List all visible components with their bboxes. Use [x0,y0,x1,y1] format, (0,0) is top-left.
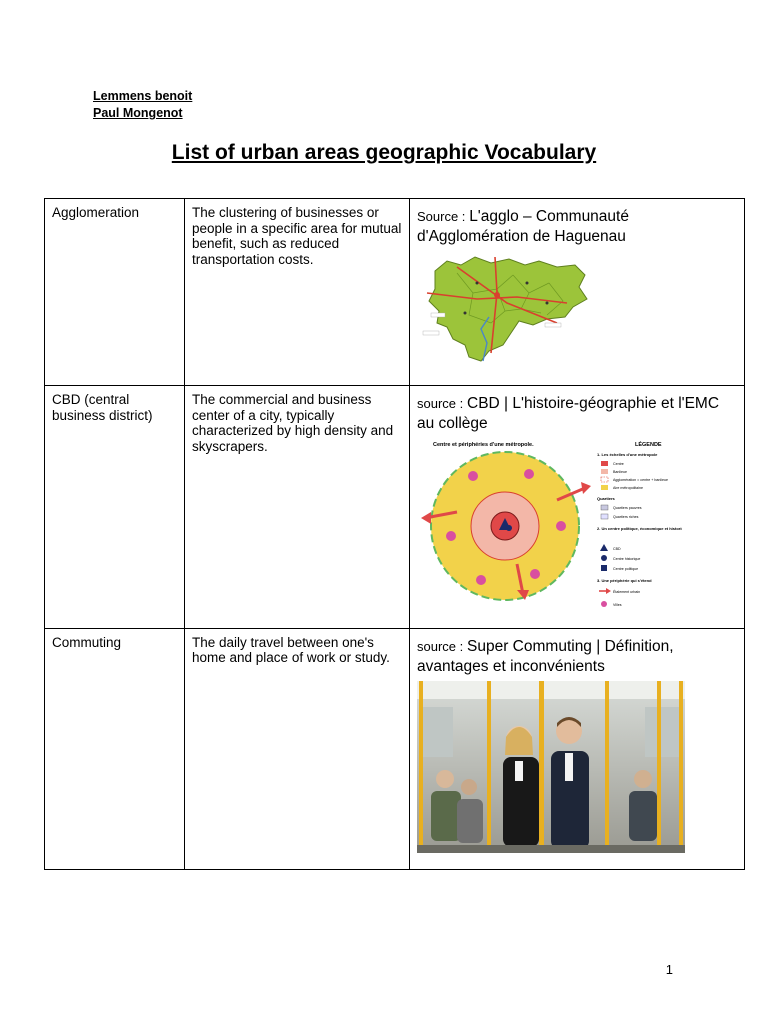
source-cell [410,199,745,386]
definition-cell: The clustering of businesses or people in a specific area for mutual benefit, such as reduced transportation costs. [185,199,410,386]
haguenau-map-image [417,253,737,372]
source-label: source : [417,638,464,654]
source-cell [410,628,745,869]
legend-heading: 2. Un centre politique, économique et historique [597,526,682,531]
author-1: Lemmens benoit [93,89,193,103]
table-row [45,386,745,629]
legend-item: Quartiers riches [613,515,639,519]
legend-item: Agglomération = centre + banlieue [613,478,668,482]
source-link[interactable]: L'agglo – Communauté d'Agglomération de Haguenau [417,208,629,245]
source-text [417,637,737,677]
source-cell [410,386,745,629]
definition-cell: The commercial and business center of a city, typically characterized by high density and skyscrapers. [185,386,410,629]
vocabulary-table [44,198,745,870]
source-label: Source : [417,209,466,224]
table-row [45,628,745,869]
term-cell: Agglomeration [45,199,185,386]
subway-commuters-photo [417,681,737,857]
legend-item: Villes [613,603,622,607]
source-link[interactable]: CBD | L'histoire-géographie et l'EMC au collège [417,395,720,432]
legend-item: Centre historique [613,557,641,561]
cbd-legend-title: LÉGENDE [635,442,662,448]
author-2: Paul Mongenot [93,106,183,120]
term-cell: CBD (central business district) [45,386,185,629]
source-label: source : [417,396,464,411]
legend-item: Aire métropolitaine [613,486,643,490]
table-row [45,199,745,386]
source-text [417,394,737,434]
term-cell: Commuting [45,628,185,869]
definition-cell: The daily travel between one's home and place of work or study. [185,628,410,869]
legend-item: Banlieue [613,470,627,474]
legend-item: Étalement urbain [613,590,641,594]
cbd-figure-title: Centre et périphéries d'une métropole. [433,442,534,448]
document-title: List of urban areas geographic Vocabulary [171,141,597,164]
legend-item: Centre [613,462,624,466]
cbd-diagram-image [417,440,737,622]
legend-item: Centre politique [613,567,639,571]
page-number: 1 [665,962,673,977]
source-text [417,207,737,247]
legend-heading: 1. Les échelles d'une métropole [597,452,658,457]
legend-item: CBD [613,547,621,551]
legend-heading: 3. Une périphérie qui s'étend [597,578,652,583]
legend-item: Quartiers pauvres [613,506,642,510]
authors [93,88,192,122]
source-link[interactable]: Super Commuting | Définition, avantages et inconvénients [417,637,674,675]
legend-heading: Quartiers [597,496,615,501]
